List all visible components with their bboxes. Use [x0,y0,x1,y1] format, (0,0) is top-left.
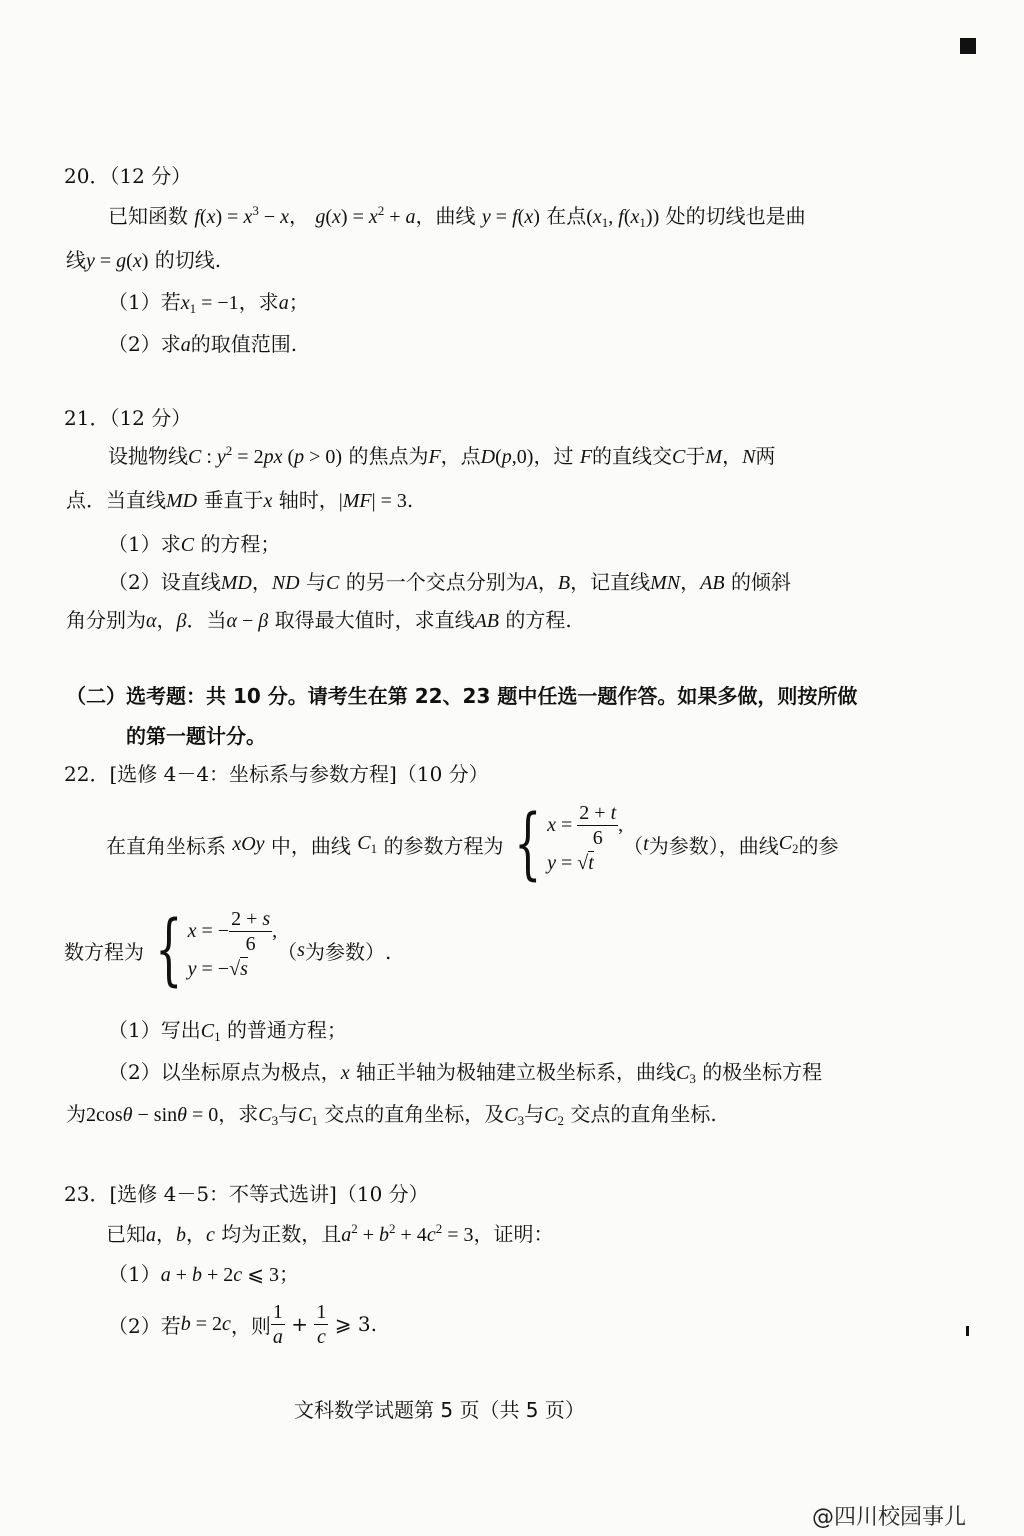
q20-var-a: a [180,334,191,356]
q22-var-s: s [297,938,305,961]
q21-line-ND: ND [271,572,300,594]
q23-text: ， [156,1222,176,1246]
q20-text: ，曲线 [415,204,476,228]
q23-var-b: b [176,1224,186,1246]
q20-text: 的取值范围. [190,332,298,356]
q23-condition: $a^2 + b^2 + 4c^2 = 3$ [341,1221,474,1246]
q22-text: 的极坐标方程 [702,1060,823,1084]
q23-text: ，则 [230,1313,271,1338]
q22-part1 [108,1014,347,1045]
q21-text: ， [537,570,558,594]
q22-title: [选修 4－4：坐标系与参数方程]（10 分） [109,762,489,786]
q21-text: 两 [755,444,776,468]
q21-text: 的方程. [505,608,572,632]
q22-intro-line1 [106,798,839,890]
q20-text: （1）若 [108,290,181,314]
q21-text: 设抛物线 [108,444,188,468]
q21-var-C: C [326,572,340,594]
q21-text: （2）设直线 [108,570,221,594]
q22-var-x: x [340,1062,350,1084]
q22-part2-line1 [108,1056,822,1087]
q22-text: 在直角坐标系 [106,833,226,858]
q23-text: ； [278,1262,299,1286]
q20-text: 的切线. [154,248,222,272]
q22-C2: $C_2$ [544,1104,564,1128]
q23-part2: （2）若 b = 2c ，则 $\frac{1}{a}$ + $\frac{1}{c}$ ⩾ 3 . [108,1300,377,1348]
q20-g-def: $g(x) = x^2 + a$ [315,203,416,228]
q20-heading [64,160,191,189]
q21-var-C: C [180,534,195,556]
q22-text: 与 [524,1102,545,1126]
q21-MF-value: |MF| = 3 [338,490,407,512]
q21-var-x: x [263,490,273,512]
q21-text: 的方程； [200,532,281,556]
q21-var-N: N [742,446,756,468]
q21-line-MD: MD [220,572,252,594]
q22-c1-x-eq: x = $\frac{2 + t}{6}$ , [547,801,624,849]
q22-intro-line2 [64,904,391,996]
corner-registration-mark [960,38,976,54]
q22-text: （ [277,939,298,964]
q22-C3: $C_3$ [258,1104,279,1128]
q22-C1: $C_1$ [298,1104,318,1128]
q21-text: 的焦点为 [348,444,429,468]
q20-text: （2）求 [108,332,181,356]
brace-icon: { [155,905,183,995]
q22-text: 的普通方程； [226,1018,347,1042]
q22-text: （ [623,833,644,858]
q22-C1: $C_1$ [357,831,378,856]
q23-text: . [370,1312,377,1336]
q21-text: 取得最大值时，求直线 [274,608,475,632]
q20-intro-line1 [108,200,806,231]
q22-C2: $C_2$ [778,831,799,856]
q20-number: 20． [64,164,110,188]
q21-var-F: F [579,446,593,468]
q22-c2-param-system [144,905,278,995]
q21-text: 与 [306,570,326,594]
q23-text: ，证明： [473,1222,554,1246]
q23-intro [106,1218,553,1247]
q21-score: （12 分） [109,406,192,430]
q20-part1 [108,286,309,317]
q23-b-eq-2c: b = 2c [180,1312,231,1335]
q23-frac-1-over-a: $\frac{1}{a}$ [272,1300,283,1348]
q23-text: （1） [108,1262,161,1286]
brace-icon: { [514,799,542,889]
q21-text: 轴时， [278,488,339,512]
q23-text: （2）若 [108,1313,181,1338]
q22-C1: $C_1$ [200,1020,221,1044]
q22-text: 轴正半轴为极轴建立极坐标系，曲线 [355,1060,676,1084]
q23-part1 [108,1258,299,1287]
q22-text: （1）写出 [108,1018,201,1042]
watermark-text: @四川校园事儿 [812,1505,967,1530]
q20-part2 [108,328,297,357]
q21-text: 点．当直线 [66,488,166,512]
q21-alpha: α [146,610,157,632]
q20-intro-line2 [66,244,221,273]
q20-f-def: $f(x) = x^3 - x$ [194,203,289,228]
q21-text: ， [680,570,701,594]
q22-text: 数方程为 [64,939,144,964]
q20-text: 处的切线也是曲 [665,204,806,228]
q21-text: ， [722,444,743,468]
q22-text: 的参 [798,833,839,858]
q23-title: [选修 4－5：不等式选讲]（10 分） [109,1182,429,1206]
q21-part1 [108,528,280,557]
q21-part2-line2 [66,604,572,633]
q20-text: ； [288,290,309,314]
q21-var-M: M [705,446,723,468]
q20-curve-g: y = g(x) [86,250,149,272]
q20-text: 线 [66,248,86,272]
q21-var-B: B [557,572,571,594]
q21-text: 的直线交 [592,444,673,468]
q21-text: ．当 [186,608,227,632]
q22-text: 的参数方程为 [383,833,504,858]
q20-text: ， [289,204,309,228]
q21-heading [64,402,191,431]
q21-var-A: A [525,572,538,594]
q21-text: . [406,488,414,512]
q21-var-C: C [672,446,686,468]
q21-text: 垂直于 [203,488,264,512]
q20-text: 在点 [546,204,587,228]
q22-text: 中，曲线 [270,833,351,858]
q20-score: （12 分） [109,164,192,188]
q21-line-AB: AB [700,572,725,594]
q21-intro-line1 [108,440,775,469]
q21-point-D: D(p,0) [480,446,534,468]
q23-var-a: a [146,1224,156,1246]
q21-var-F: F [428,446,441,468]
q21-text: ，过 [533,444,574,468]
q21-text: 于 [685,444,706,468]
q22-number: 22． [64,762,110,786]
q21-text: ，点 [440,444,481,468]
q22-text: 与 [278,1102,299,1126]
q21-beta: β [176,610,187,632]
q21-number: 21． [64,406,110,430]
q21-text: ， [156,608,177,632]
scan-speck [966,1326,969,1336]
q21-text: （1）求 [108,532,181,556]
page-footer: 文科数学试题第 5 页（共 5 页） [294,1398,585,1422]
q22-text: 交点的直角坐标，及 [324,1102,505,1126]
q20-var-a: a [278,292,289,314]
q21-text: 的另一个交点分别为 [345,570,526,594]
q21-alpha-minus-beta: α − β [226,610,269,632]
q21-parabola: C : $y^2 = 2px$ (p > 0) [188,443,343,468]
q22-text: 为 [66,1102,86,1126]
q22-c2-y-eq: y = −√ s [187,957,248,980]
q21-text: 的倾斜 [730,570,791,594]
q23-frac-1-over-c: $\frac{1}{c}$ [316,1300,327,1348]
q23-ineq1: a + b + 2c ⩽ 3 [160,1264,279,1286]
q22-text: ，求 [218,1102,259,1126]
q21-part2-line1 [108,566,791,595]
elective-instruction-line1: （二）选考题：共 10 分。请考生在第 22、23 题中任选一题作答。如果多做，则按所做 [66,684,858,708]
q21-text: 角分别为 [66,608,146,632]
q22-text: （2）以坐标原点为极点， [108,1060,341,1084]
q22-C3: $C_3$ [675,1062,696,1086]
q22-polar-eq: 2cosθ − sinθ = 0 [86,1104,219,1126]
q22-var-t: t [643,832,649,855]
q21-line-MN: MN [650,572,681,594]
q22-c2-x-eq: x = − $\frac{2 + s}{6}$ , [187,907,278,955]
q22-text: 为参数），曲线 [648,833,779,858]
q20-curve-f: y = f(x) [481,206,540,228]
q23-number: 23． [64,1182,110,1206]
elective-instruction-line2: 的第一题计分。 [126,724,266,748]
q22-c1-param-system [503,799,624,889]
q22-heading [64,758,489,787]
q22-xOy: xOy [232,832,265,855]
q20-text: 已知函数 [108,204,188,228]
q22-text: 为参数）. [304,939,392,964]
q20-x1-value: $x_1 = -1$ [180,292,239,316]
q22-part2-line2 [66,1098,717,1129]
q23-var-c: c [206,1224,215,1246]
q23-heading [64,1178,429,1207]
q21-line-AB: AB [474,610,500,632]
q21-intro-line2 [66,484,413,513]
q22-text: 交点的直角坐标. [570,1102,717,1126]
q21-text: ， [251,570,272,594]
q23-text: 已知 [106,1222,146,1246]
q21-line-MD: MD [166,490,198,512]
q21-text: ，记直线 [570,570,651,594]
q23-text: ， [186,1222,206,1246]
q22-C3: $C_3$ [504,1104,525,1128]
q23-text: 均为正数，且 [221,1222,342,1246]
q20-text: ，求 [238,290,279,314]
q22-c1-y-eq: y = √ t [547,851,594,874]
q20-point: ($x_1$, $f(x_1)$) [586,206,660,230]
